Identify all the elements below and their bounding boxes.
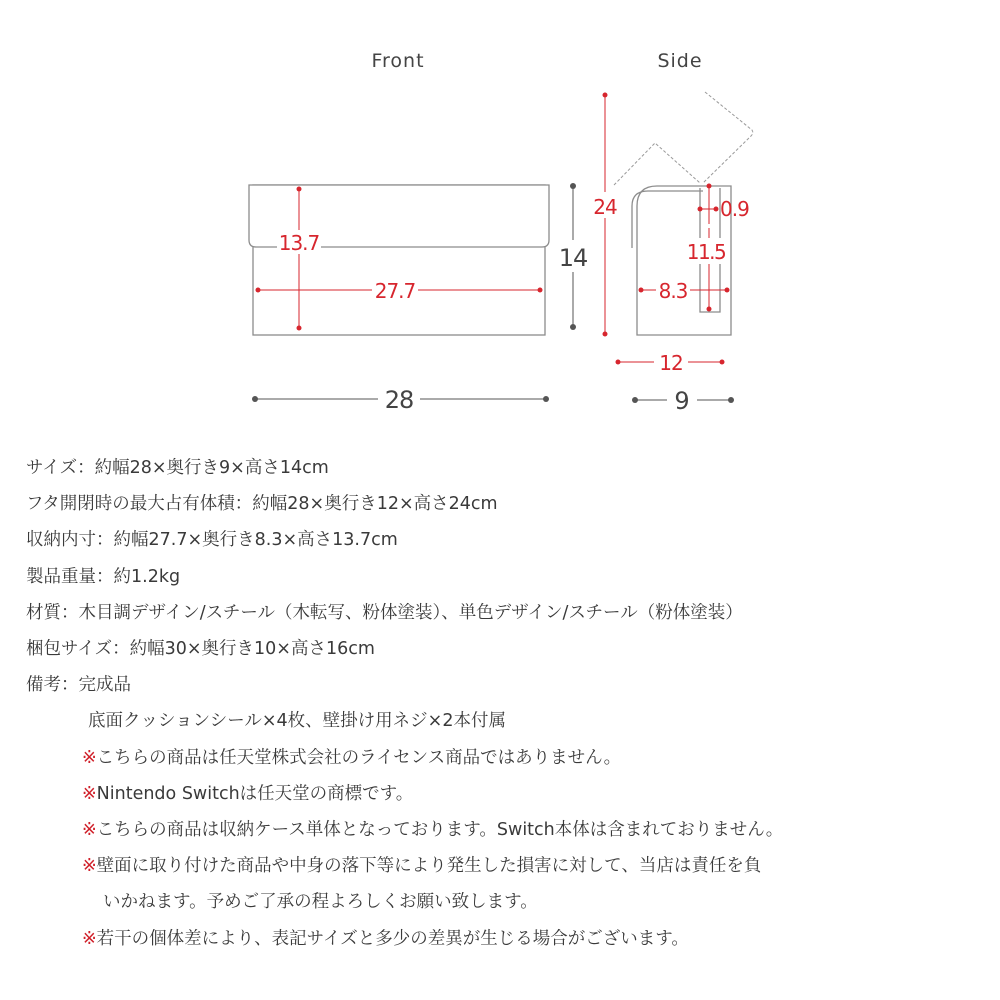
front-outer-width-dot-left xyxy=(252,396,258,402)
front-inner-width-dot-left xyxy=(256,288,261,293)
note-item xyxy=(26,740,986,776)
note-text: 若干の個体差により、表記サイズと多少の差異が生じる場合がございます。 xyxy=(96,928,689,949)
note-item xyxy=(26,921,986,957)
note-mark: ※ xyxy=(82,747,97,768)
spec-weight: 製品重量：約1.2kg xyxy=(26,566,181,587)
side-inner-depth-dot-right xyxy=(725,288,730,293)
side-open-height-dot-top xyxy=(603,93,608,98)
note-text: 壁面に取り付けた商品や中身の落下等により発生した損害に対して、当店は責任を負 xyxy=(96,856,762,877)
note-item xyxy=(26,776,986,812)
note-text: こちらの商品は任天堂株式会社のライセンス商品ではありません。 xyxy=(96,747,622,768)
front-inner-height-dot-bottom xyxy=(297,326,302,331)
note-mark: ※ xyxy=(82,783,97,804)
side-lid-gap-leader-dot-left xyxy=(698,207,703,212)
spec-size: サイズ：約幅28×奥行き9×高さ14cm xyxy=(26,458,329,478)
spec-remarks: 備考：完成品 xyxy=(26,675,131,696)
side-outer-depth-dot-right xyxy=(728,397,734,403)
spec-package: 梱包サイズ：約幅30×奥行き10×高さ16cm xyxy=(26,639,375,660)
front-inner-height-value: 13.7 xyxy=(278,231,320,255)
note-continuation: いかねます。予めご了承の程よろしくお願い致します。 xyxy=(103,892,538,913)
front-label: Front xyxy=(371,50,425,72)
side-inner-height-value: 11.5 xyxy=(686,240,726,264)
dimension-diagram xyxy=(0,0,1000,430)
spec-accessories: 底面クッションシール×4枚、壁掛け用ネジ×2本付属 xyxy=(88,711,506,732)
side-inner-depth-dot-left xyxy=(639,288,644,293)
front-outer-height-dot-top xyxy=(570,183,576,189)
side-lid-open-outline xyxy=(614,92,753,185)
note-mark: ※ xyxy=(82,820,97,841)
spec-list xyxy=(26,450,986,957)
front-inner-width-dot-right xyxy=(538,288,543,293)
front-outer-height-dot-bottom xyxy=(570,324,576,330)
front-outer-width-dot-right xyxy=(543,396,549,402)
side-lid-gap-leader-dot-right xyxy=(714,207,719,212)
side-outer-depth-value: 9 xyxy=(674,387,690,415)
side-inner-depth-value: 8.3 xyxy=(658,279,688,303)
side-open-height-value: 24 xyxy=(593,195,617,219)
note-text: Nintendo Switchは任天堂の商標です。 xyxy=(96,783,414,804)
spec-open-size: フタ開閉時の最大占有体積：約幅28×奥行き12×高さ24cm xyxy=(26,494,498,515)
front-outer-width-value: 28 xyxy=(384,386,414,414)
side-open-depth-dot-left xyxy=(616,360,621,365)
side-open-depth-dot-right xyxy=(720,360,725,365)
side-open-depth-value: 12 xyxy=(659,351,683,375)
note-item xyxy=(26,812,986,848)
front-view xyxy=(249,183,590,415)
side-open-height-dot-bottom xyxy=(603,332,608,337)
note-text: こちらの商品は収納ケース単体となっております。Switch本体は含まれておりません。 xyxy=(96,820,784,841)
note-item xyxy=(26,848,986,884)
spec-inner-size: 収納内寸：約幅27.7×奥行き8.3×高さ13.7cm xyxy=(26,530,398,551)
side-view xyxy=(589,92,753,416)
note-mark: ※ xyxy=(82,856,97,877)
side-outer-depth-dot-left xyxy=(632,397,638,403)
side-label: Side xyxy=(657,50,703,72)
side-lid-gap-value: 0.9 xyxy=(720,197,749,221)
side-inner-height-dot-bottom xyxy=(707,307,712,312)
front-inner-height-dot-top xyxy=(297,187,302,192)
spec-material: 材質：木目調デザイン/スチール（木転写、粉体塗装）、単色デザイン/スチール（粉体塗装） xyxy=(26,602,743,623)
front-outer-height-value: 14 xyxy=(558,244,588,272)
front-inner-width-value: 27.7 xyxy=(374,279,416,303)
note-mark: ※ xyxy=(82,928,97,949)
side-lid-gap-dot xyxy=(707,184,712,189)
